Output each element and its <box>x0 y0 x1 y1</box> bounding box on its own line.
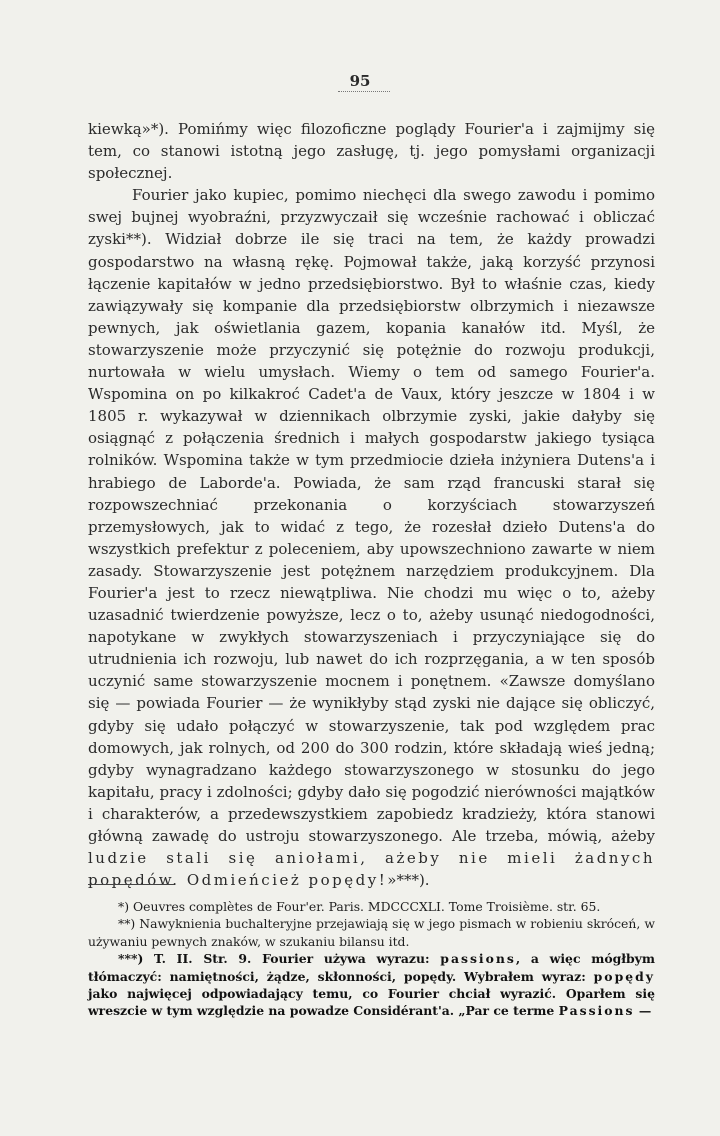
footnote-3-part-b: , a więc mógłbym tłómaczyć: namiętności, żądze, skłonności, popędy. Wybrałem wyraz: <box>88 951 655 984</box>
footnote-3-word-popedy: popędy <box>593 968 655 984</box>
emphasized-quote: ludzie stali się aniołami, ażeby nie mieli żadnych popędów. Odmieńcież popędy! <box>88 849 655 890</box>
footnote-3 <box>88 950 655 1020</box>
page-number-rule <box>338 91 390 92</box>
footnote-3-word-passions-2: Passions <box>558 1003 635 1019</box>
page-number: 95 <box>349 72 371 90</box>
footnote-1: *) Oeuvres complètes de Four'er. Paris. MDCCCXLI. Tome Troisième. str. 65. <box>118 899 601 914</box>
footnote-2: **) Nawyknienia buchalteryjne przejawiają się w jego pismach w robieniu skróceń, w używaniu pewnych znaków, w szukaniu bilansu itd. <box>88 916 655 949</box>
paragraph-2-text: Fourier jako kupiec, pomimo niechęci dla swego zawodu i pomimo swej bujnej wyobraźni, przyzwyczaił się wcześnie rachować i obliczać zyski**). Widział dobrze ile się traci na tem, że każdy prowadzi gospodarstwo na własną rękę. Pojmował także, jaką korzyść przynosi łączenie kapitałów w jedno przedsiębiorstwo. Był to właśnie czas, kiedy zawiązywały się kompanie dla przedsiębiorstw olbrzymich i niezawsze pewnych, jak oświetlania gazem, kopania kanałów itd. Myśl, że stowarzyszenie może przyczynić się potężnie do rozwoju produkcji, nurtowała w wielu umysłach. Wiemy o tem od samego Fourier'a. Wspomina on po kilkakroć Cadet'a de Vaux, który jeszcze w 1804 i w 1805 r. wykazywał w dziennikach olbrzymie zyski, jakie dałyby się osiągnąć z połączenia średnich i małych gospodarstw jakiego tysiąca rolników. Wspomina także w tym przedmiocie dzieła inżyniera Dutens'a i hrabiego de Laborde'a. Powiada, że sam rząd francuski starał się rozpowszechniać przekonania o korzyściach stowarzyszeń przemysłowych, jak to widać z tego, że rozesłał dzieło Dutens'a do wszystkich prefektur z poleceniem, aby upowszechniono zawarte w niem zasady. Stowarzyszenie jest potężnem narzędziem produkcyjnem. Dla Fourier'a jest to rzecz niewątpliwa. Nie chodzi mu więc o to, ażeby uzasadnić twierdzenie powyższe, lecz o to, ażeby usunąć niedogodności, napotykane w zwykłych stowarzyszeniach i przyczyniające się do utrudnienia ich rozwoju, lub nawet do ich rozprzęgania, a w ten sposób uczynić same stowarzyszenie mocnem i ponętnem. «Zawsze domyślano się — powiada Fourier — że wynikłyby stąd zyski nie dające się obliczyć, gdyby się udało połączyć w stowarzyszenie, tak pod względem prac domowych, jak rolnych, od 200 do 300 rodzin, które składają wieś jedną; gdyby wynagradzano każdego stowarzyszonego w stosunku do jego kapitału, pracy i zdolności; gdyby dało się pogodzić nierówności majątków i charakterów, a przedewszystkiem zapobiedz kradzieży, która stanowi główną zawadę do ustroju stowarzyszonego. Ale trzeba, mówią, ażeby <box>88 186 655 845</box>
footnote-rule <box>88 884 174 885</box>
footnote-3-part-a: ***) T. II. Str. 9. Fourier używa wyrazu: <box>118 951 430 967</box>
main-text <box>88 118 655 891</box>
footnotes <box>88 898 655 1020</box>
paragraph-2-end: »***). <box>387 871 430 890</box>
footnote-3-word-passions: passions <box>440 951 516 967</box>
paragraph-1: kiewką»*). Pomińmy więc filozoficzne poglądy Fourier'a i zajmijmy się tem, co stanowi istotną jego zasługę, tj. jego pomysłami organizacji społecznej. <box>88 120 655 183</box>
paragraph-2 <box>88 184 655 891</box>
footnote-3-part-d: — <box>638 1003 652 1019</box>
footnote-3-part-c: jako najwięcej odpowiadający temu, co Fourier chciał wyrazić. Oparłem się wreszcie w tym względzie na powadze Considérant'a. „Par ce terme <box>88 986 655 1019</box>
